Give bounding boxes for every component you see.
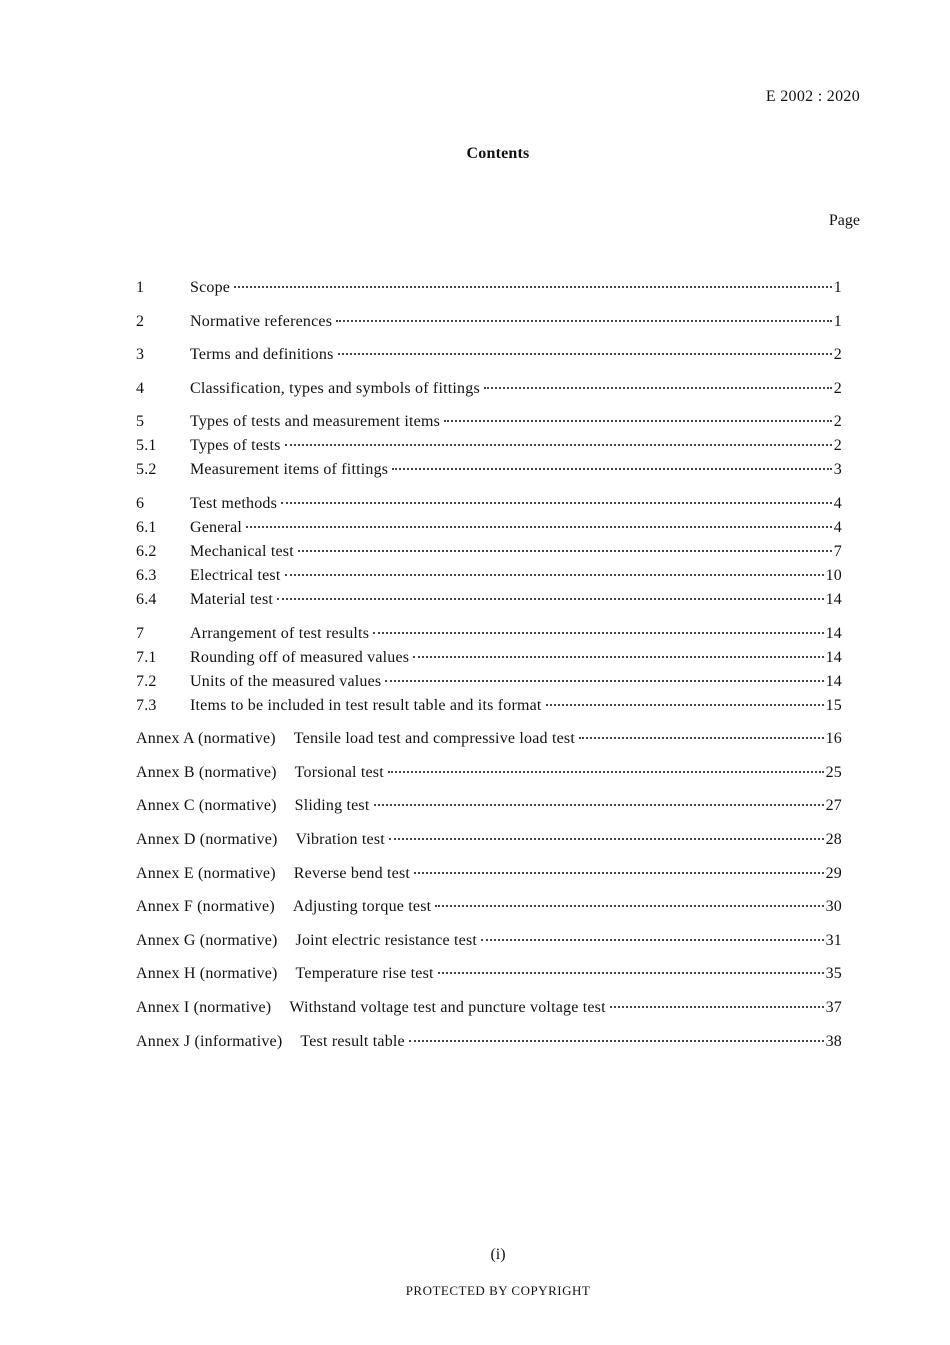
standard-code: E 2002 : 2020 xyxy=(765,88,860,105)
toc-entry xyxy=(136,458,842,482)
toc-entry-number: 7.1 xyxy=(136,648,157,666)
dot-leader xyxy=(285,443,832,446)
toc-entry-title: Units of the measured values xyxy=(190,672,382,690)
toc-entry-title: Material test xyxy=(190,590,274,608)
annex-title: Test result table xyxy=(300,1032,405,1050)
toc-entry-page: 4 xyxy=(833,494,842,512)
toc-entry-number: 6.2 xyxy=(136,542,157,560)
dot-leader xyxy=(388,770,824,773)
dot-leader xyxy=(374,803,824,806)
annex-entry xyxy=(136,895,842,919)
toc-entry-number: 1 xyxy=(136,279,145,296)
annex-entry xyxy=(136,727,842,751)
toc-entry xyxy=(136,410,842,434)
annex-title: Vibration test xyxy=(295,830,385,848)
toc-entry-number: 6 xyxy=(136,494,145,512)
dot-leader xyxy=(373,631,823,634)
toc-entry-page: 15 xyxy=(825,696,842,714)
annex-title: Tensile load test and compressive load test xyxy=(293,730,575,748)
annex-title: Temperature rise test xyxy=(295,965,434,983)
dot-leader xyxy=(481,938,824,941)
annex-label: Annex G (normative) xyxy=(136,931,278,949)
toc-entry-page: 1 xyxy=(833,312,842,330)
page-title: Contents xyxy=(466,145,530,162)
page-column-label: Page xyxy=(828,212,860,229)
dot-leader xyxy=(579,736,824,739)
toc-entry-title: Electrical test xyxy=(190,566,281,584)
toc-entry-title: Terms and definitions xyxy=(190,346,334,364)
toc-entry-page: 2 xyxy=(833,413,842,431)
annex-title: Reverse bend test xyxy=(293,864,411,882)
annex-entry xyxy=(136,929,842,953)
annex-entry xyxy=(136,1030,842,1054)
annex-page: 25 xyxy=(825,763,842,781)
toc-entry xyxy=(136,492,842,516)
dot-leader xyxy=(298,549,832,552)
toc-entry xyxy=(136,646,842,670)
toc-entry xyxy=(136,310,842,334)
annex-entry xyxy=(136,996,842,1020)
toc-entry-title: Test methods xyxy=(190,494,278,512)
toc-entry-title: General xyxy=(190,518,243,536)
dot-leader xyxy=(385,679,823,682)
annex-label: Annex D (normative) xyxy=(136,830,278,848)
toc-entry-page: 2 xyxy=(833,346,842,364)
toc-entry-page: 10 xyxy=(825,566,842,584)
toc-entry-page: 1 xyxy=(833,279,842,296)
annex-page: 28 xyxy=(825,830,842,848)
annex-label: Annex E (normative) xyxy=(136,864,276,882)
toc-entry xyxy=(136,377,842,401)
toc-entry-title: Types of tests and measurement items xyxy=(190,413,441,431)
dot-leader xyxy=(281,501,832,504)
toc-entry-title: Classification, types and symbols of fittings xyxy=(190,379,480,397)
annex-page: 35 xyxy=(825,965,842,983)
toc-entry-page: 4 xyxy=(833,518,842,536)
annex-entry xyxy=(136,828,842,852)
toc-entry xyxy=(136,588,842,612)
toc-entry xyxy=(136,670,842,694)
annex-label: Annex I (normative) xyxy=(136,998,272,1016)
toc-entry-number: 3 xyxy=(136,346,145,364)
annex-page: 38 xyxy=(825,1032,842,1050)
annex-entry xyxy=(136,862,842,886)
annex-entry xyxy=(136,761,842,785)
toc-entry-page: 14 xyxy=(825,672,842,690)
dot-leader xyxy=(414,871,824,874)
annex-title: Sliding test xyxy=(294,797,370,815)
annex-label: Annex A (normative) xyxy=(136,730,276,748)
toc-entry xyxy=(136,434,842,458)
annex-entry xyxy=(136,962,842,986)
toc-entry xyxy=(136,516,842,540)
dot-leader xyxy=(409,1039,824,1042)
toc-entry-number: 7 xyxy=(136,624,145,642)
toc-entry-number: 6.4 xyxy=(136,590,157,608)
dot-leader xyxy=(484,386,832,389)
dot-leader xyxy=(435,904,823,907)
toc-entry-number: 6.3 xyxy=(136,566,157,584)
annex-label: Annex J (informative) xyxy=(136,1032,283,1050)
toc-entry-number: 5 xyxy=(136,413,145,431)
toc-entry-number: 4 xyxy=(136,379,145,397)
annex-entry xyxy=(136,794,842,818)
toc-entry xyxy=(136,343,842,367)
dot-leader xyxy=(336,319,832,322)
dot-leader xyxy=(444,419,832,422)
annex-title: Withstand voltage test and puncture voltage test xyxy=(289,998,606,1016)
dot-leader xyxy=(610,1005,824,1008)
toc-entry-title: Arrangement of test results xyxy=(190,624,370,642)
annex-page: 31 xyxy=(825,931,842,949)
toc-entry-number: 5.1 xyxy=(136,437,157,455)
toc-entry-number: 6.1 xyxy=(136,518,157,536)
dot-leader xyxy=(285,573,824,576)
dot-leader xyxy=(392,467,832,470)
dot-leader xyxy=(246,525,832,528)
toc-entry xyxy=(136,564,842,588)
annex-page: 29 xyxy=(825,864,842,882)
toc-entry-title: Rounding off of measured values xyxy=(190,648,410,666)
copyright-notice: PROTECTED BY COPYRIGHT xyxy=(405,1283,591,1298)
dot-leader xyxy=(389,837,824,840)
toc-entry-number: 7.3 xyxy=(136,696,157,714)
annex-page: 27 xyxy=(825,797,842,815)
toc-entry xyxy=(136,540,842,564)
annex-page: 30 xyxy=(825,898,842,916)
toc-entry-number: 7.2 xyxy=(136,672,157,690)
toc-entry-title: Measurement items of fittings xyxy=(190,461,389,479)
toc-entry-page: 14 xyxy=(825,648,842,666)
annex-title: Joint electric resistance test xyxy=(295,931,478,949)
toc-entry-page: 2 xyxy=(833,379,842,397)
table-of-contents xyxy=(136,276,842,1054)
toc-entry xyxy=(136,622,842,646)
dot-leader xyxy=(438,971,824,974)
toc-entry-title: Normative references xyxy=(190,312,333,330)
toc-entry-title: Items to be included in test result table and its format xyxy=(190,696,542,714)
toc-entry-page: 7 xyxy=(833,542,842,560)
toc-entry-number: 5.2 xyxy=(136,461,157,479)
dot-leader xyxy=(413,655,823,658)
toc-entry-title: Types of tests xyxy=(190,437,281,455)
toc-entry xyxy=(136,276,842,300)
dot-leader xyxy=(546,703,824,706)
toc-entry-page: 3 xyxy=(833,461,842,479)
toc-entry-page: 14 xyxy=(825,590,842,608)
annex-label: Annex F (normative) xyxy=(136,898,275,916)
dot-leader xyxy=(338,352,832,355)
annex-page: 37 xyxy=(825,998,842,1016)
page-folio: (i) xyxy=(490,1246,506,1263)
annex-label: Annex H (normative) xyxy=(136,965,278,983)
dot-leader xyxy=(234,285,832,288)
annex-title: Torsional test xyxy=(294,763,384,781)
annex-page: 16 xyxy=(825,730,842,748)
annex-title: Adjusting torque test xyxy=(292,898,432,916)
annex-label: Annex B (normative) xyxy=(136,763,277,781)
toc-entry-page: 2 xyxy=(833,437,842,455)
toc-entry-title: Mechanical test xyxy=(190,542,294,560)
toc-entry-number: 2 xyxy=(136,312,145,330)
toc-entry-page: 14 xyxy=(825,624,842,642)
toc-entry-title: Scope xyxy=(190,279,231,296)
dot-leader xyxy=(277,597,824,600)
annex-label: Annex C (normative) xyxy=(136,797,277,815)
toc-entry xyxy=(136,694,842,718)
